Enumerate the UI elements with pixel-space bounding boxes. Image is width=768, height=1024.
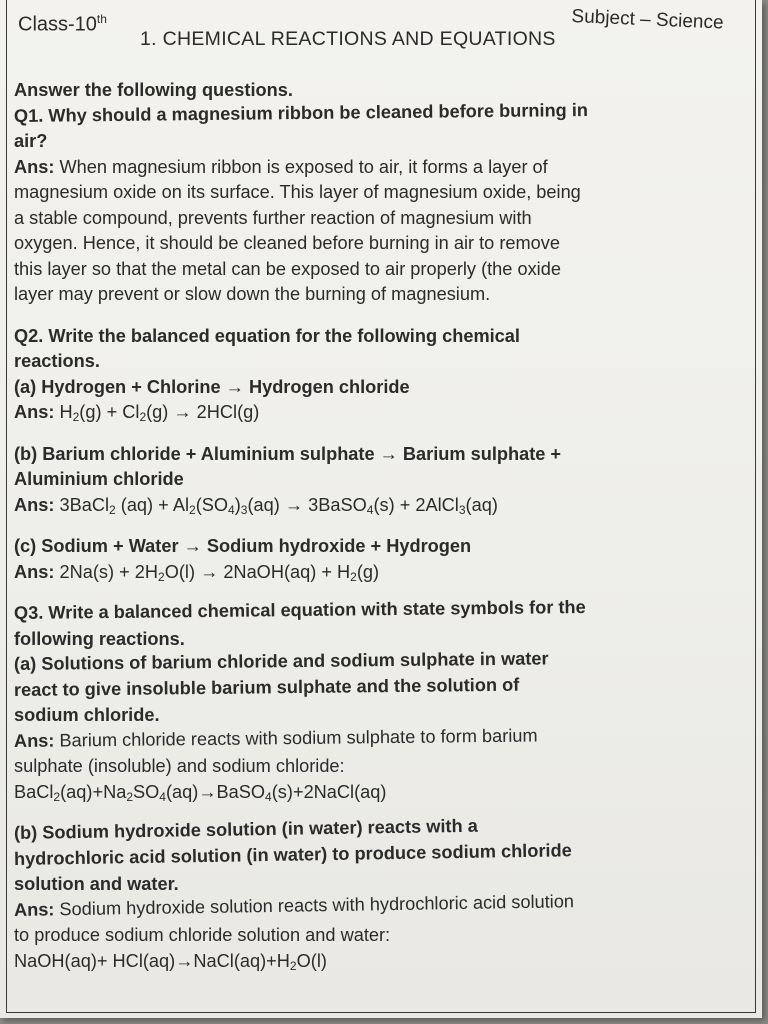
question-text: Q3. Write a balanced chemical equation with state symbols for the bbox=[13, 597, 586, 623]
sub-question-b: hydrochloric acid solution (in water) to produce sodium chloride bbox=[13, 839, 572, 869]
answer-equation: Ans: $2Na(s) + 2H_2O(l)$ → 2NaOH(aq) + $H_2(g)$ bbox=[14, 561, 380, 584]
answer-text: this layer so that the metal can be exposed to air properly (the oxide bbox=[14, 258, 561, 279]
sub-question-a: react to give insoluble barium sulphate and the solution of bbox=[13, 674, 520, 700]
sub-question-a: sodium chloride. bbox=[14, 705, 160, 725]
chemical-equation: $H_2(g) + Cl_2(g) \to 2HCl(g)$ bbox=[54, 402, 260, 424]
subject-label: Subject – Science bbox=[571, 6, 724, 34]
answer-text: oxygen. Hence, it should be cleaned before burning in air to remove bbox=[14, 233, 560, 253]
chemical-equation: $2Na(s) + 2H_2O(l)$ → 2NaOH(aq) + $H_2(g)$ bbox=[54, 561, 380, 584]
sub-question-b: Aluminium chloride bbox=[14, 469, 184, 489]
chemical-equation: $BaCl_2(aq)+Na_2SO_4(aq)\to BaSO_4(s)+2NaCl(aq)$ bbox=[14, 781, 387, 804]
answer-text: Ans: Barium chloride reacts with sodium sulphate to form barium bbox=[13, 725, 538, 751]
worksheet-content bbox=[14, 78, 746, 974]
answer-equation: Ans: $H_2(g) + Cl_2(g) \to 2HCl(g)$ bbox=[14, 402, 260, 424]
answer-text: layer may prevent or slow down the burning of magnesium. bbox=[14, 284, 491, 304]
answer-equation bbox=[14, 780, 746, 806]
answer-text: Ans: When magnesium ribbon is exposed to air, it forms a layer of bbox=[14, 156, 548, 177]
chemical-equation: 3BaCl$_2$ $(aq) + Al_2(SO_4)_3(aq)$ → 3BaSO$_4$(s) + 2AlCl$_3$(aq) bbox=[54, 494, 498, 517]
question-3 bbox=[13, 597, 746, 974]
question-text: following reactions. bbox=[14, 628, 185, 649]
sub-question-a: (a) Solutions of barium chloride and sodium sulphate in water bbox=[13, 648, 549, 674]
sub-question-a: (a) Hydrogen + Chlorine → Hydrogen chloride bbox=[14, 376, 410, 397]
instructions: Answer the following questions. bbox=[14, 80, 293, 100]
sub-question-b: (b) Sodium hydroxide solution (in water) reacts with a bbox=[13, 815, 478, 843]
chapter-title: 1. CHEMICAL REACTIONS AND EQUATIONS bbox=[140, 28, 556, 50]
sub-question-b: (b) Barium chloride + Aluminium sulphate → Barium sulphate + bbox=[14, 443, 562, 464]
question-text: Q1. Why should a magnesium ribbon be cleaned before burning in bbox=[13, 99, 589, 126]
question-1 bbox=[13, 99, 746, 308]
chemical-equation: NaOH(aq)+ $HCl(aq)\to NaCl(aq)+H_2O(l)$ bbox=[14, 950, 327, 973]
answer-text: Ans: Sodium hydroxide solution reacts with hydrochloric acid solution bbox=[13, 890, 575, 920]
question-text: air? bbox=[14, 131, 48, 151]
answer-equation bbox=[14, 949, 746, 975]
sub-question-b: solution and water. bbox=[14, 874, 179, 894]
question-text: reactions. bbox=[14, 351, 100, 371]
answer-equation: Ans: 3BaCl$_2$ $(aq) + Al_2(SO_4)_3(aq)$ → 3BaSO$_4$(s) + 2AlCl$_3$(aq) bbox=[14, 494, 498, 517]
sub-question-c: (c) Sodium + Water → Sodium hydroxide + Hydrogen bbox=[14, 536, 472, 556]
question-2 bbox=[14, 324, 746, 586]
answer-text: to produce sodium chloride solution and water: bbox=[14, 925, 391, 945]
class-label: Class-10th bbox=[18, 12, 107, 36]
answer-text: a stable compound, prevents further reaction of magnesium with bbox=[14, 207, 532, 228]
answer-text: sulphate (insoluble) and sodium chloride: bbox=[14, 756, 345, 776]
question-text: Q2. Write the balanced equation for the following chemical bbox=[14, 325, 520, 346]
answer-text: magnesium oxide on its surface. This layer of magnesium oxide, being bbox=[14, 182, 581, 202]
